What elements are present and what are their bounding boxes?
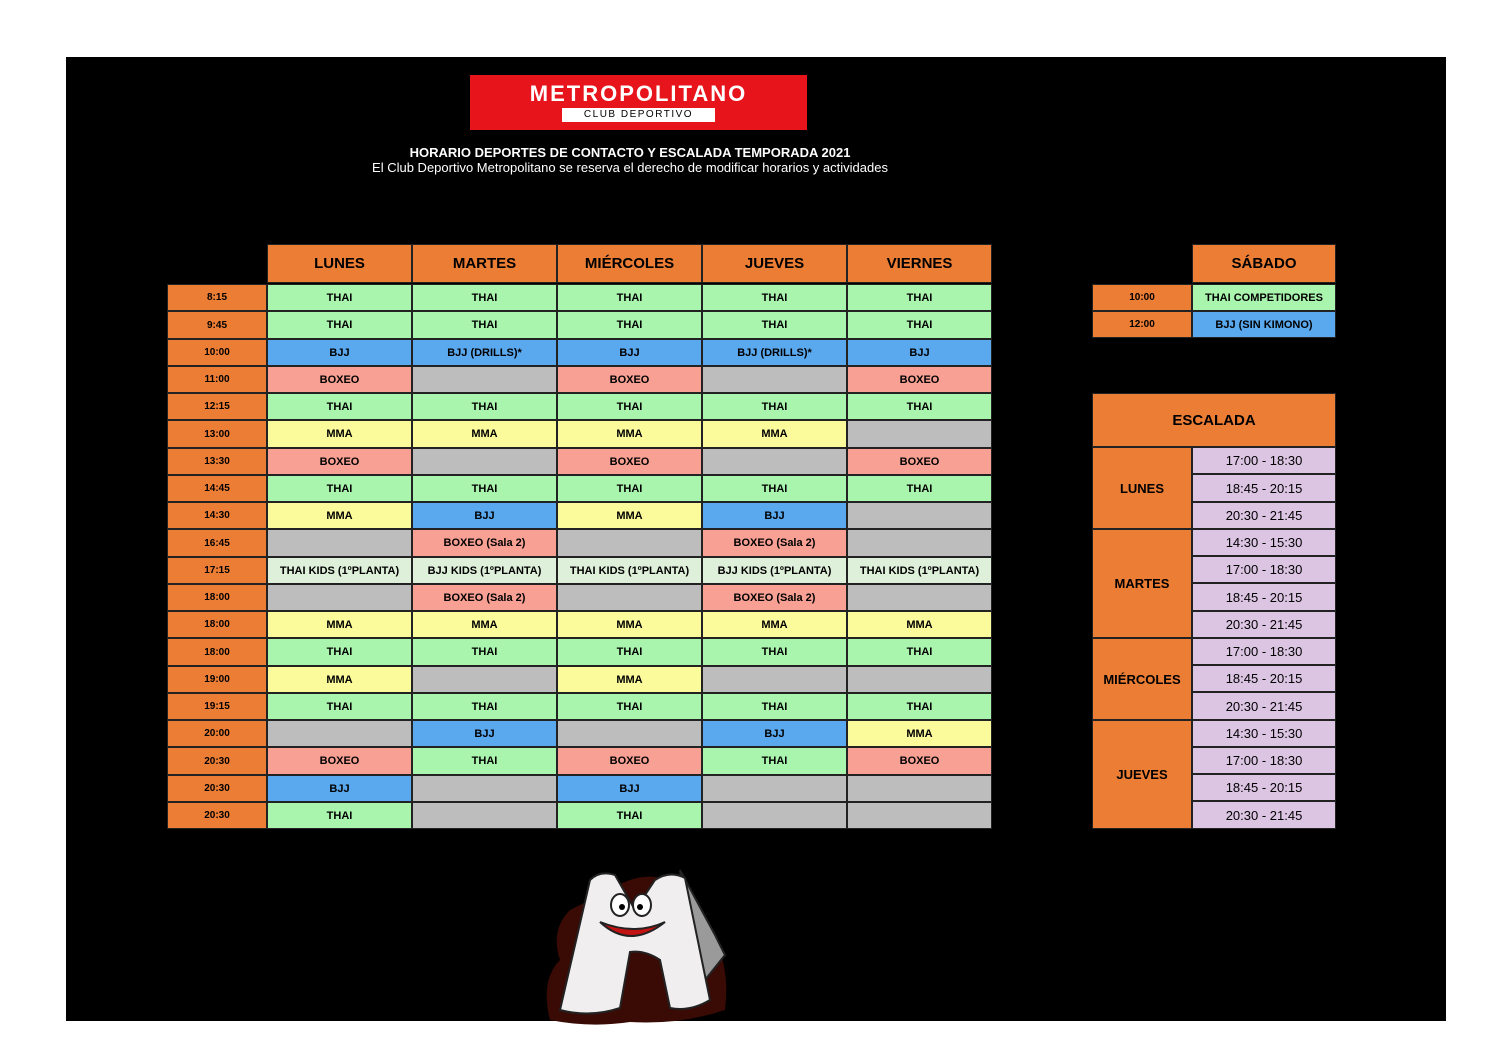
schedule-cell: THAI xyxy=(847,638,992,666)
schedule-cell: BJJ xyxy=(847,339,992,366)
saturday-header: SÁBADO xyxy=(1192,244,1336,283)
logo-subtitle-text: CLUB DEPORTIVO xyxy=(583,109,694,120)
schedule-cell: BJJ xyxy=(702,720,847,747)
schedule-cell xyxy=(702,802,847,829)
schedule-cell xyxy=(702,366,847,393)
schedule-cell xyxy=(847,584,992,611)
club-logo xyxy=(470,75,807,130)
day-header: MIÉRCOLES xyxy=(557,244,702,283)
schedule-cell: BOXEO (Sala 2) xyxy=(702,584,847,611)
schedule-cell: THAI xyxy=(702,311,847,339)
day-header: LUNES xyxy=(267,244,412,283)
schedule-cell: BJJ KIDS (1ºPLANTA) xyxy=(412,557,557,584)
schedule-cell: THAI xyxy=(412,311,557,339)
time-slot: 11:00 xyxy=(167,366,267,393)
schedule-cell xyxy=(702,666,847,693)
schedule-cell: THAI xyxy=(412,638,557,666)
schedule-cell: MMA xyxy=(847,720,992,747)
schedule-cell: THAI xyxy=(557,311,702,339)
schedule-cell: THAI xyxy=(702,693,847,720)
day-header: JUEVES xyxy=(702,244,847,283)
schedule-cell: THAI xyxy=(267,693,412,720)
schedule-cell xyxy=(847,529,992,557)
saturday-activity: BJJ (SIN KIMONO) xyxy=(1192,311,1336,338)
climbing-slot: 20:30 - 21:45 xyxy=(1192,502,1336,529)
time-slot: 20:30 xyxy=(167,775,267,802)
schedule-cell: THAI xyxy=(847,284,992,311)
day-header: VIERNES xyxy=(847,244,992,283)
schedule-cell xyxy=(702,775,847,802)
climbing-slot: 17:00 - 18:30 xyxy=(1192,447,1336,474)
schedule-cell xyxy=(412,775,557,802)
schedule-cell: BOXEO xyxy=(847,448,992,475)
schedule-cell xyxy=(847,775,992,802)
schedule-cell: THAI xyxy=(267,802,412,829)
time-slot: 13:00 xyxy=(167,420,267,448)
time-slot: 18:00 xyxy=(167,584,267,611)
schedule-cell: BJJ xyxy=(267,775,412,802)
schedule-cell: MMA xyxy=(267,611,412,638)
time-slot: 19:15 xyxy=(167,693,267,720)
climbing-slot: 20:30 - 21:45 xyxy=(1192,611,1336,638)
time-slot: 13:30 xyxy=(167,448,267,475)
time-slot: 18:00 xyxy=(167,611,267,638)
page-title: HORARIO DEPORTES DE CONTACTO Y ESCALADA TEMPORADA 2021 xyxy=(409,145,851,160)
time-slot: 20:30 xyxy=(167,802,267,829)
schedule-cell: THAI xyxy=(557,284,702,311)
schedule-cell: THAI xyxy=(702,747,847,775)
climbing-slot: 18:45 - 20:15 xyxy=(1192,474,1336,502)
saturday-activity: THAI COMPETIDORES xyxy=(1192,284,1336,311)
schedule-cell: BOXEO xyxy=(557,366,702,393)
schedule-cell: THAI xyxy=(847,311,992,339)
schedule-cell: MMA xyxy=(267,502,412,529)
climbing-slot: 17:00 - 18:30 xyxy=(1192,747,1336,774)
saturday-time: 12:00 xyxy=(1092,311,1192,338)
schedule-cell: BOXEO xyxy=(267,448,412,475)
schedule-cell: MMA xyxy=(702,420,847,448)
day-header: MARTES xyxy=(412,244,557,283)
time-slot: 18:00 xyxy=(167,638,267,666)
schedule-cell: MMA xyxy=(267,420,412,448)
time-slot: 16:45 xyxy=(167,529,267,557)
page-subtitle: El Club Deportivo Metropolitano se reserva el derecho de modificar horarios y actividades xyxy=(372,160,888,175)
schedule-cell: THAI KIDS (1ºPLANTA) xyxy=(557,557,702,584)
schedule-cell: MMA xyxy=(412,611,557,638)
schedule-cell: BJJ (DRILLS)* xyxy=(412,339,557,366)
schedule-cell: THAI xyxy=(702,393,847,420)
schedule-cell xyxy=(267,529,412,557)
schedule-cell xyxy=(847,666,992,693)
schedule-cell xyxy=(702,448,847,475)
schedule-cell: MMA xyxy=(557,502,702,529)
schedule-cell: BOXEO (Sala 2) xyxy=(412,584,557,611)
schedule-cell xyxy=(412,448,557,475)
time-slot: 17:15 xyxy=(167,557,267,584)
time-slot: 20:30 xyxy=(167,747,267,775)
schedule-cell: BOXEO xyxy=(557,448,702,475)
time-slot: 12:15 xyxy=(167,393,267,420)
schedule-cell: BJJ xyxy=(557,339,702,366)
schedule-cell: THAI xyxy=(847,393,992,420)
schedule-cell: THAI xyxy=(557,475,702,502)
schedule-cell: MMA xyxy=(557,666,702,693)
schedule-cell: BJJ xyxy=(557,775,702,802)
schedule-cell: THAI xyxy=(412,693,557,720)
schedule-cell: THAI xyxy=(412,747,557,775)
climbing-day: MARTES xyxy=(1092,529,1192,638)
schedule-cell: THAI xyxy=(267,393,412,420)
saturday-time: 10:00 xyxy=(1092,284,1192,311)
climbing-slot: 14:30 - 15:30 xyxy=(1192,720,1336,747)
schedule-cell xyxy=(557,584,702,611)
schedule-cell: THAI xyxy=(557,693,702,720)
time-slot: 14:45 xyxy=(167,475,267,502)
schedule-cell: THAI xyxy=(557,802,702,829)
schedule-cell: BJJ xyxy=(702,502,847,529)
time-slot: 9:45 xyxy=(167,311,267,339)
schedule-cell: THAI xyxy=(412,393,557,420)
time-slot: 10:00 xyxy=(167,339,267,366)
climbing-slot: 14:30 - 15:30 xyxy=(1192,529,1336,556)
schedule-cell xyxy=(267,584,412,611)
logo-subtitle xyxy=(562,108,715,122)
schedule-cell xyxy=(557,529,702,557)
climbing-header: ESCALADA xyxy=(1092,393,1336,447)
schedule-cell: MMA xyxy=(557,611,702,638)
schedule-cell: MMA xyxy=(702,611,847,638)
schedule-cell: THAI xyxy=(267,475,412,502)
schedule-cell xyxy=(847,420,992,448)
climbing-slot: 17:00 - 18:30 xyxy=(1192,556,1336,583)
climbing-slot: 18:45 - 20:15 xyxy=(1192,665,1336,692)
schedule-cell: BJJ KIDS (1ºPLANTA) xyxy=(702,557,847,584)
schedule-cell: BOXEO (Sala 2) xyxy=(702,529,847,557)
schedule-cell: THAI xyxy=(412,475,557,502)
schedule-cell: THAI xyxy=(557,393,702,420)
schedule-cell xyxy=(267,720,412,747)
schedule-cell: BJJ xyxy=(412,502,557,529)
schedule-cell xyxy=(847,502,992,529)
schedule-cell: MMA xyxy=(847,611,992,638)
schedule-cell: THAI xyxy=(267,638,412,666)
schedule-cell: BOXEO xyxy=(267,747,412,775)
climbing-day: LUNES xyxy=(1092,447,1192,529)
schedule-cell: MMA xyxy=(267,666,412,693)
schedule-cell: BJJ xyxy=(412,720,557,747)
schedule-cell: BOXEO (Sala 2) xyxy=(412,529,557,557)
schedule-cell: BOXEO xyxy=(847,366,992,393)
logo-title: METROPOLITANO xyxy=(529,81,748,106)
time-slot: 20:00 xyxy=(167,720,267,747)
schedule-cell: MMA xyxy=(557,420,702,448)
schedule-cell xyxy=(412,366,557,393)
climbing-slot: 18:45 - 20:15 xyxy=(1192,583,1336,611)
schedule-cell: THAI KIDS (1ºPLANTA) xyxy=(847,557,992,584)
schedule-cell xyxy=(557,720,702,747)
schedule-cell: THAI xyxy=(847,475,992,502)
time-slot: 19:00 xyxy=(167,666,267,693)
schedule-cell: THAI xyxy=(702,638,847,666)
climbing-slot: 17:00 - 18:30 xyxy=(1192,638,1336,665)
climbing-day: JUEVES xyxy=(1092,720,1192,829)
schedule-cell xyxy=(847,802,992,829)
schedule-cell: BJJ xyxy=(267,339,412,366)
climbing-day: MIÉRCOLES xyxy=(1092,638,1192,720)
climbing-slot: 20:30 - 21:45 xyxy=(1192,692,1336,720)
schedule-cell: BOXEO xyxy=(847,747,992,775)
climbing-slot: 18:45 - 20:15 xyxy=(1192,774,1336,801)
schedule-cell: BJJ (DRILLS)* xyxy=(702,339,847,366)
schedule-cell: BOXEO xyxy=(267,366,412,393)
schedule-cell: THAI xyxy=(557,638,702,666)
schedule-cell: BOXEO xyxy=(557,747,702,775)
time-slot: 8:15 xyxy=(167,284,267,311)
time-slot: 14:30 xyxy=(167,502,267,529)
schedule-cell: THAI xyxy=(412,284,557,311)
schedule-cell xyxy=(412,666,557,693)
m-letter-mascot-icon xyxy=(530,850,740,1030)
schedule-cell: THAI xyxy=(702,284,847,311)
schedule-cell: THAI xyxy=(267,284,412,311)
climbing-slot: 20:30 - 21:45 xyxy=(1192,801,1336,829)
schedule-cell: THAI xyxy=(267,311,412,339)
schedule-cell xyxy=(412,802,557,829)
schedule-cell: THAI xyxy=(847,693,992,720)
schedule-cell: THAI KIDS (1ºPLANTA) xyxy=(267,557,412,584)
schedule-cell: THAI xyxy=(702,475,847,502)
schedule-cell: MMA xyxy=(412,420,557,448)
